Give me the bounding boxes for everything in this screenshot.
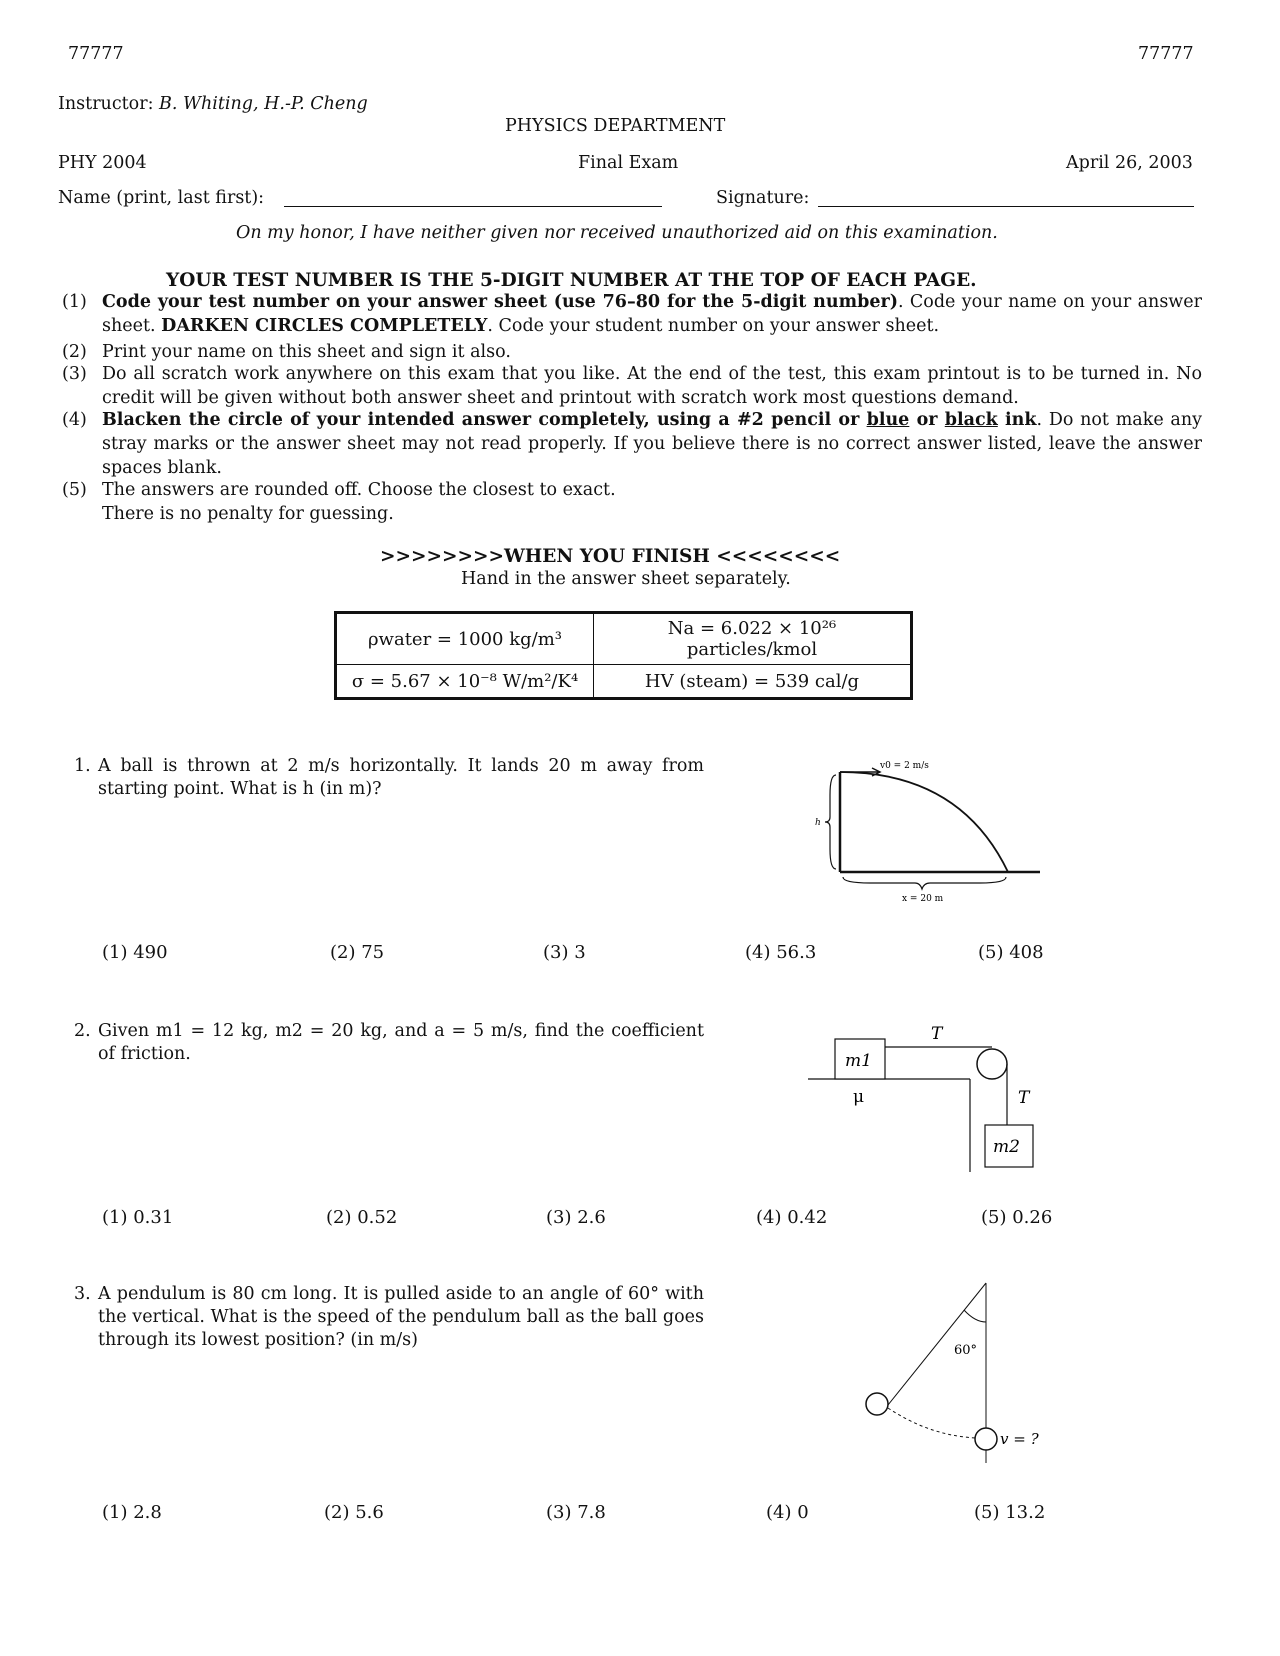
answer-choice[interactable]: (5) 408 — [978, 942, 1044, 963]
constants-table — [334, 611, 913, 700]
instruction-item-1 — [62, 290, 1202, 340]
m2-label: m2 — [993, 1137, 1020, 1157]
question-text: A ball is thrown at 2 m/s horizontally. It lands 20 m away from starting point. What is h (in m)? — [98, 756, 704, 799]
name-label: Name (print, last first): — [58, 188, 265, 208]
height-brace — [825, 775, 836, 869]
instruction-text: Print your name on this sheet and sign it also. — [102, 342, 511, 362]
instruction-bold: DARKEN CIRCLES COMPLETELY — [161, 316, 488, 336]
answer-choice[interactable]: (5) 13.2 — [974, 1502, 1046, 1523]
question-number: 3. — [74, 1284, 91, 1304]
instruction-ink: ink — [997, 410, 1037, 430]
answer-choice[interactable]: (2) 0.52 — [326, 1207, 398, 1228]
answer-choice[interactable]: (1) 490 — [102, 942, 168, 963]
answer-choice[interactable]: (1) 2.8 — [102, 1502, 162, 1523]
instruction-blue: blue — [866, 410, 910, 430]
instruction-text — [102, 408, 1202, 480]
mu-label: μ — [853, 1087, 865, 1107]
instruction-number: (5) — [62, 480, 87, 500]
instructor-line — [58, 94, 368, 114]
question-text: A pendulum is 80 cm long. It is pulled aside to an angle of 60° with the vertical. What is the speed of the pendulum ball as the ball goes through its lowest position? (in m/s) — [98, 1284, 704, 1350]
pendulum-ball-bottom — [975, 1428, 997, 1450]
instruction-text — [102, 290, 1202, 338]
instruction-text-part: . Code your name on your answer sheet. — [102, 292, 1203, 336]
pulley-figure — [805, 1022, 1045, 1172]
instruction-black: black — [944, 410, 998, 430]
trajectory-curve — [840, 772, 1008, 872]
signature-label: Signature: — [716, 188, 810, 208]
answer-choice[interactable]: (3) 7.8 — [546, 1502, 606, 1523]
name-field-line[interactable] — [284, 206, 662, 207]
test-number-left: 77777 — [68, 44, 124, 64]
angle-arc — [964, 1310, 986, 1322]
projectile-figure — [810, 755, 1050, 915]
velocity-arrow — [840, 768, 880, 776]
answer-choice[interactable]: (3) 2.6 — [546, 1207, 606, 1228]
answer-choice[interactable]: (1) 0.31 — [102, 1207, 174, 1228]
distance-brace — [843, 877, 1006, 889]
instruction-bold: Code your test number on your answer sheet (use 76–80 for the 5-digit number) — [102, 292, 899, 312]
exam-date: April 26, 2003 — [1066, 153, 1193, 173]
distance-label: x = 20 m — [902, 894, 944, 904]
constant-heat-vapor: HV (steam) = 539 cal/g — [594, 665, 912, 699]
finish-text: Hand in the answer sheet separately. — [461, 569, 791, 589]
tension-top-label: T — [931, 1024, 943, 1044]
answer-choice[interactable]: (5) 0.26 — [981, 1207, 1053, 1228]
honor-statement: On my honor, I have neither given nor received unauthorized aid on this examination. — [236, 223, 998, 243]
constant-sigma: σ = 5.67 × 10⁻⁸ W/m²/K⁴ — [336, 665, 594, 699]
answer-choice[interactable]: (2) 5.6 — [324, 1502, 384, 1523]
exam-title: Final Exam — [578, 153, 679, 173]
instruction-item-3 — [62, 362, 1202, 410]
instructor-names: B. Whiting, H.-P. Cheng — [159, 94, 368, 114]
answer-choice[interactable]: (4) 0 — [766, 1502, 809, 1523]
department-title: PHYSICS DEPARTMENT — [505, 116, 726, 136]
instructor-label: Instructor: — [58, 94, 154, 114]
course-code: PHY 2004 — [58, 153, 147, 173]
instruction-number: (1) — [62, 292, 87, 312]
angle-label: 60° — [954, 1343, 978, 1358]
instruction-line: There is no penalty for guessing. — [102, 504, 394, 524]
instruction-bold: Blacken the circle of your intended answer completely, using a #2 pencil or — [102, 410, 867, 430]
instructions-heading: YOUR TEST NUMBER IS THE 5-DIGIT NUMBER AT THE TOP OF EACH PAGE. — [166, 270, 977, 291]
constant-avogadro: Na = 6.022 × 10²⁶ particles/kmol — [594, 613, 912, 665]
velocity-label: v0 = 2 m/s — [880, 761, 929, 771]
instruction-or: or — [909, 410, 945, 430]
speed-label: v = ? — [1000, 1430, 1039, 1448]
finish-heading: >>>>>>>>WHEN YOU FINISH <<<<<<<< — [380, 546, 841, 567]
m1-label: m1 — [845, 1051, 872, 1071]
answer-choice[interactable]: (2) 75 — [330, 942, 385, 963]
pendulum-ball-start — [866, 1393, 888, 1415]
question-number: 1. — [74, 756, 91, 776]
question-number: 2. — [74, 1021, 91, 1041]
answer-choice[interactable]: (4) 56.3 — [745, 942, 817, 963]
answer-choice[interactable]: (3) 3 — [543, 942, 586, 963]
pulley-wheel — [977, 1049, 1007, 1079]
constant-rho-water: ρwater = 1000 kg/m³ — [336, 613, 594, 665]
instruction-item-4 — [62, 408, 1202, 480]
question-1 — [74, 755, 704, 805]
answer-choice[interactable]: (4) 0.42 — [756, 1207, 828, 1228]
question-2 — [74, 1020, 704, 1070]
instruction-text — [102, 478, 1202, 526]
question-text: Given m1 = 12 kg, m2 = 20 kg, and a = 5 m/s, find the coefficient of friction. — [98, 1021, 704, 1064]
instruction-text-part: . Do not make any stray marks or the answer sheet may not read properly. If you believe there is no correct answer listed, leave the answer spaces blank. — [102, 410, 1203, 478]
instruction-item-5 — [62, 478, 1202, 526]
instruction-text: Do all scratch work anywhere on this exam that you like. At the end of the test, this exam printout is to be turned in. No credit will be given without both answer sheet and printout with scratch work most questions demand. — [102, 364, 1202, 408]
instruction-number: (4) — [62, 410, 87, 430]
instruction-text-part: . Code your student number on your answer sheet. — [487, 316, 940, 336]
signature-field-line[interactable] — [818, 206, 1194, 207]
pendulum-figure — [850, 1278, 1070, 1468]
tension-side-label: T — [1018, 1088, 1030, 1108]
instruction-item-2 — [62, 340, 1202, 364]
test-number-right: 77777 — [1138, 44, 1194, 64]
question-3 — [74, 1283, 704, 1355]
swing-path — [888, 1408, 977, 1438]
instruction-line: The answers are rounded off. Choose the closest to exact. — [102, 480, 616, 500]
height-label: h — [815, 818, 821, 828]
instruction-number: (3) — [62, 364, 87, 384]
instruction-number: (2) — [62, 342, 87, 362]
